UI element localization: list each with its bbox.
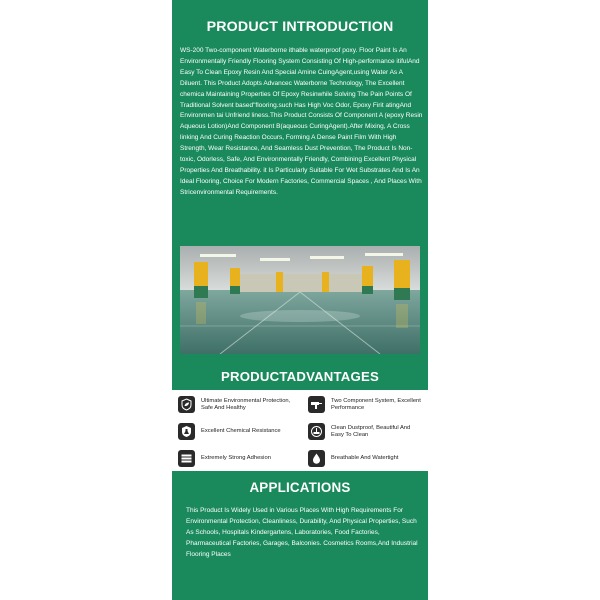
advantage-label: Extremely Strong Adhesion (201, 455, 271, 461)
intro-title: PRODUCT INTRODUCTION (206, 19, 394, 35)
advantages-title: PRODUCTADVANTAGES (221, 369, 379, 384)
advantage-label: Clean Dustproof, Beautiful And Easy To Clean (331, 424, 411, 438)
advantage-label: Breathable And Watertight (331, 455, 399, 461)
layers-icon (178, 450, 195, 467)
advantage-item (308, 396, 421, 413)
applications-title: APPLICATIONS (249, 480, 351, 495)
garage-floor-photo (180, 246, 420, 354)
intro-text: WS-200 Two-component Waterborne ithable waterproof poxy. Floor Paint Is An Environmentally Friendly Flooring System Consisting Of High-performance itifulAnd Easy To Clean Epoxy Resin And Special Amine CuingAgent,using Water As A Diluent. This Product Adopts Advancec Waterborne Technology, The Excellent chemica Maintaining Properties Of Epoxy Resinwhile Solving The Pain Points Of Traditional Solvent based"flooring.such Has High Voc Odor, Epoxy Firit atingAnd Environmen tai Unfriend liness.This Product Consists Of Component A (epoxy Resin Aqueous Lotion)And Component B(aqueous CuringAgent).After Mixing, A Cross linking And Curing Reaction Occurs, Forming A Dense Paint Film With High Strength, Wear Resistance, And Seamless Dust Prevention, The Product Is Non-toxic, Odorless, Safe, And Environmentally Friendly, Combining Excellent Physical Properties And Breathability. it Is Particularly Suitable For Wet Substrates And Is An Ideal Flooring, Choice For Modern Factories, Commercial Spaces , And Places With Stricenvironmental Requirements. (180, 47, 423, 196)
water-drop-icon (308, 450, 325, 467)
garage-floor-illustration (180, 246, 420, 354)
advantage-item (308, 450, 421, 467)
clean-surface-icon (308, 423, 325, 440)
advantage-item (178, 423, 291, 440)
advantage-item (178, 450, 291, 467)
spray-gun-icon (308, 396, 325, 413)
advantage-label: Excellent Chemical Resistance (201, 428, 281, 434)
applications-text: This Product Is Widely Used in Various Places With High Requirements For Environmental Protection, Cleanliness, Durability, And Physical Properties, Such As Schools, Hospitals Kindergartens, Laboratories, Food Factories, Pharmaceutical Factories, Garages, Balconies. Cosmetics Rooms,And Industrial Flooring Places (186, 507, 418, 558)
chemical-shield-icon (178, 423, 195, 440)
advantage-item (308, 423, 421, 440)
advantage-label: Two Component System, Excellent Performance (331, 397, 421, 411)
advantage-item (178, 396, 291, 413)
advantages-grid (172, 390, 428, 471)
product-panel (172, 0, 428, 600)
advantage-label: Ultimate Environmental Protection, Safe And Healthy (201, 397, 291, 411)
leaf-shield-icon (178, 396, 195, 413)
